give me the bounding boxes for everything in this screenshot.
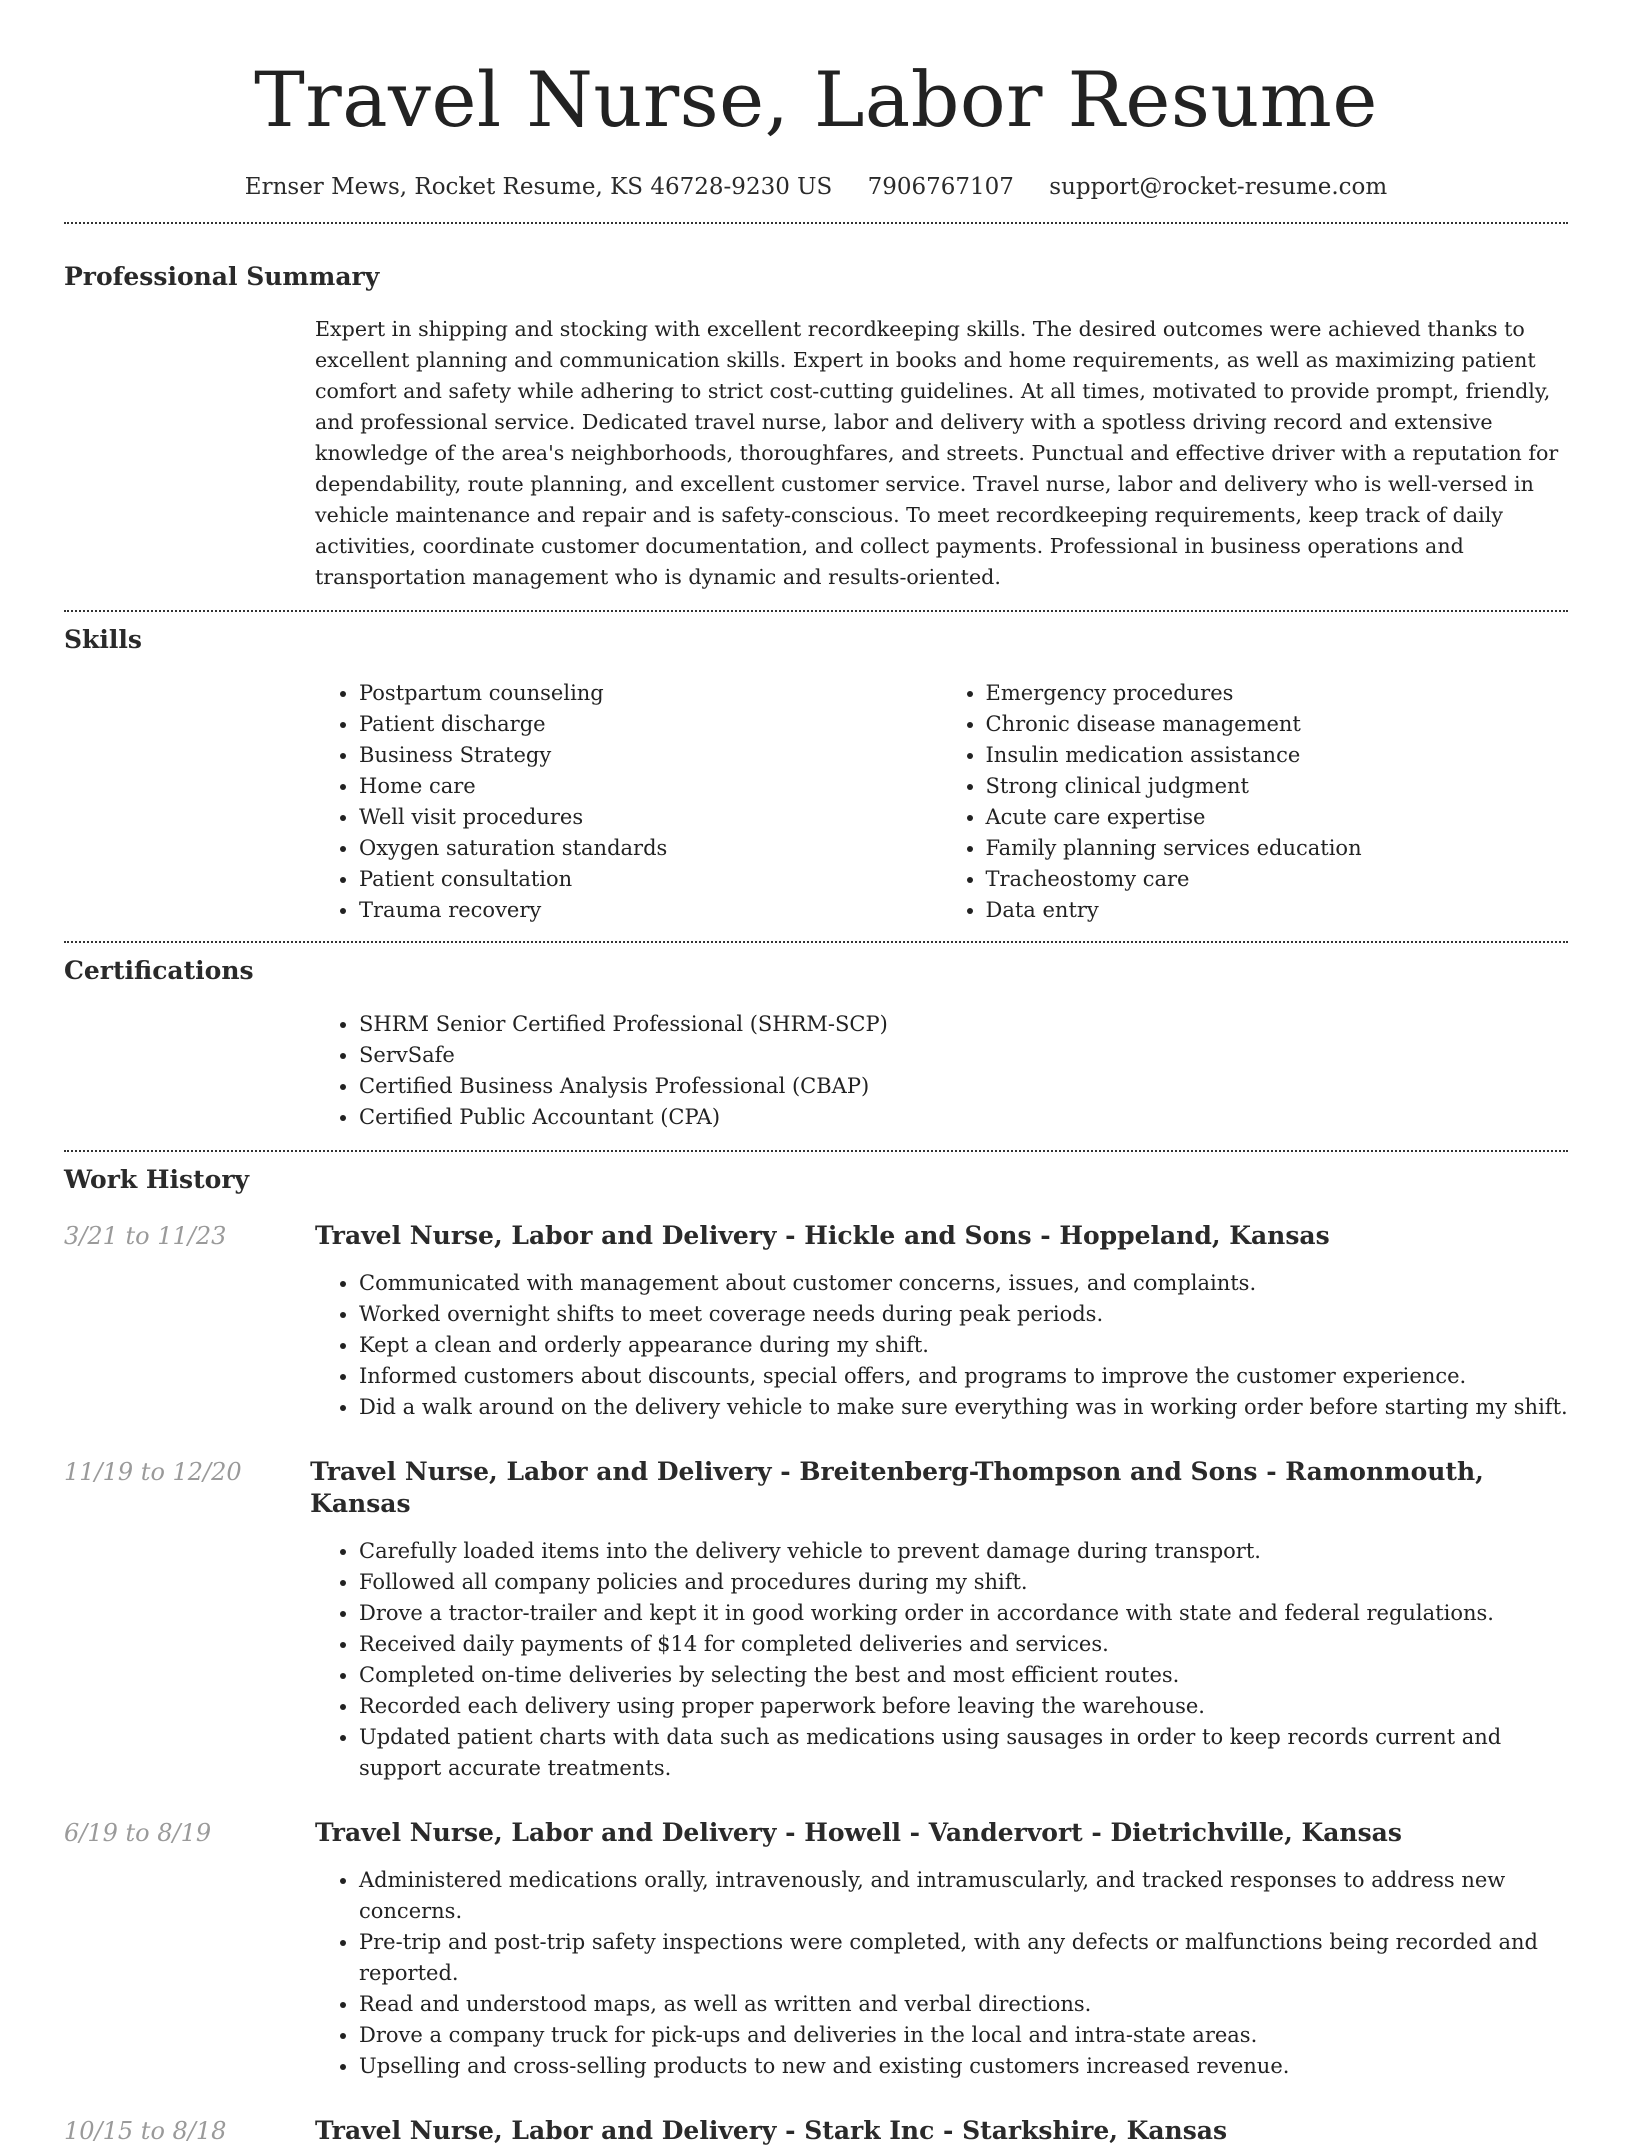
list-item: • Followed all company policies and procedures during my shift. — [359, 1567, 1568, 1598]
list-item: • Business Strategy — [359, 740, 942, 771]
skills-list-right — [942, 678, 1569, 926]
contact-phone: 7906767107 — [867, 174, 1014, 200]
contact-address: Ernser Mews, Rocket Resume, KS 46728-9230 US — [244, 174, 833, 200]
list-item: • Acute care expertise — [986, 802, 1569, 833]
list-item: • Trauma recovery — [359, 895, 942, 926]
list-item: • Data entry — [986, 895, 1569, 926]
job-title: Travel Nurse, Labor and Delivery - Howell - Vandervort - Dietrichville, Kansas — [315, 1818, 1402, 1847]
divider — [64, 941, 1568, 943]
resume-title: Travel Nurse, Labor Resume — [254, 55, 1378, 144]
list-item: • Chronic disease management — [986, 709, 1569, 740]
list-item: • SHRM Senior Certified Professional (SHRM-SCP) — [359, 1009, 1568, 1040]
list-item: • Read and understood maps, as well as written and verbal directions. — [359, 1989, 1568, 2020]
divider — [64, 1150, 1568, 1152]
list-item: • ServSafe — [359, 1040, 1568, 1071]
section-title-certifications: Certifications — [64, 956, 254, 985]
list-item: • Emergency procedures — [986, 678, 1569, 709]
list-item: • Completed on-time deliveries by selecting the best and most efficient routes. — [359, 1660, 1568, 1691]
list-item: • Recorded each delivery using proper paperwork before leaving the warehouse. — [359, 1691, 1568, 1722]
divider — [64, 222, 1568, 224]
list-item: • Informed customers about discounts, special offers, and programs to improve the customer experience. — [359, 1361, 1568, 1392]
list-item: • Upselling and cross-selling products to new and existing customers increased revenue. — [359, 2051, 1568, 2082]
job-date: 11/19 to 12/20 — [64, 1458, 242, 1486]
list-item: • Pre-trip and post-trip safety inspections were completed, with any defects or malfunctions being recorded and reported. — [359, 1927, 1568, 1989]
certifications-list — [315, 1009, 1568, 1133]
list-item: • Oxygen saturation standards — [359, 833, 942, 864]
job-title: Travel Nurse, Labor and Delivery - Stark Inc - Starkshire, Kansas — [315, 2116, 1228, 2145]
summary-section — [64, 261, 1568, 593]
divider — [64, 610, 1568, 612]
job-date: 6/19 to 8/19 — [64, 1819, 212, 1847]
list-item: • Drove a tractor-trailer and kept it in good working order in accordance with state and federal regulations. — [359, 1598, 1568, 1629]
job-date: 10/15 to 8/18 — [64, 2117, 227, 2145]
job-bullets — [315, 1536, 1568, 1784]
resume-page — [64, 0, 1568, 2147]
list-item: • Kept a clean and orderly appearance during my shift. — [359, 1330, 1568, 1361]
job-entry — [64, 1456, 1568, 1784]
job-bullets — [315, 1268, 1568, 1423]
list-item: • Received daily payments of $14 for completed deliveries and services. — [359, 1629, 1568, 1660]
work-section — [64, 1164, 1568, 2147]
list-item: • Communicated with management about customer concerns, issues, and complaints. — [359, 1268, 1568, 1299]
list-item: • Home care — [359, 771, 942, 802]
list-item: • Family planning services education — [986, 833, 1569, 864]
job-entry — [64, 2115, 1568, 2147]
list-item: • Did a walk around on the delivery vehicle to make sure everything was in working order before starting my shift. — [359, 1392, 1568, 1423]
list-item: • Administered medications orally, intravenously, and intramuscularly, and tracked responses to address new concerns. — [359, 1865, 1568, 1927]
list-item: • Tracheostomy care — [986, 864, 1569, 895]
contact-email: support@rocket-resume.com — [1049, 174, 1388, 200]
job-entry — [64, 1817, 1568, 2082]
list-item: • Insulin medication assistance — [986, 740, 1569, 771]
list-item: • Patient consultation — [359, 864, 942, 895]
list-item: • Updated patient charts with data such as medications using sausages in order to keep records current and support accurate treatments. — [359, 1722, 1568, 1784]
skills-section — [64, 624, 1568, 926]
list-item: • Worked overnight shifts to meet coverage needs during peak periods. — [359, 1299, 1568, 1330]
skills-list-left — [315, 678, 942, 926]
contact-line — [64, 172, 1568, 202]
job-title: Travel Nurse, Labor and Delivery - Breitenberg-Thompson and Sons - Ramonmouth, Kansas — [310, 1457, 1484, 1518]
list-item: • Well visit procedures — [359, 802, 942, 833]
certifications-section — [64, 955, 1568, 1133]
job-title: Travel Nurse, Labor and Delivery - Hickle and Sons - Hoppeland, Kansas — [315, 1221, 1330, 1250]
job-bullets — [315, 1865, 1568, 2082]
list-item: • Certified Public Accountant (CPA) — [359, 1102, 1568, 1133]
list-item: • Strong clinical judgment — [986, 771, 1569, 802]
section-title-skills: Skills — [64, 625, 142, 654]
job-entry — [64, 1220, 1568, 1423]
job-date: 3/21 to 11/23 — [64, 1222, 227, 1250]
summary-text: Expert in shipping and stocking with excellent recordkeeping skills. The desired outcomes were achieved thanks to excellent planning and communication skills. Expert in books and home requirements, as well as maximizing patient comfort and safety while adhering to strict cost-cutting guidelines. At all times, motivated to provide prompt, friendly, and professional service. Dedicated travel nurse, labor and delivery with a spotless driving record and extensive knowledge of the area's neighborhoods, thoroughfares, and streets. Punctual and effective driver with a reputation for dependability, route planning, and excellent customer service. Travel nurse, labor and delivery who is well-versed in vehicle maintenance and repair and is safety-conscious. To meet recordkeeping requirements, keep track of daily activities, coordinate customer documentation, and collect payments. Professional in business operations and transportation management who is dynamic and results-oriented. — [315, 317, 1559, 589]
list-item: • Postpartum counseling — [359, 678, 942, 709]
section-title-summary: Professional Summary — [64, 262, 380, 291]
section-title-work: Work History — [64, 1165, 250, 1194]
list-item: • Patient discharge — [359, 709, 942, 740]
list-item: • Drove a company truck for pick-ups and deliveries in the local and intra-state areas. — [359, 2020, 1568, 2051]
list-item: • Carefully loaded items into the delivery vehicle to prevent damage during transport. — [359, 1536, 1568, 1567]
list-item: • Certified Business Analysis Professional (CBAP) — [359, 1071, 1568, 1102]
